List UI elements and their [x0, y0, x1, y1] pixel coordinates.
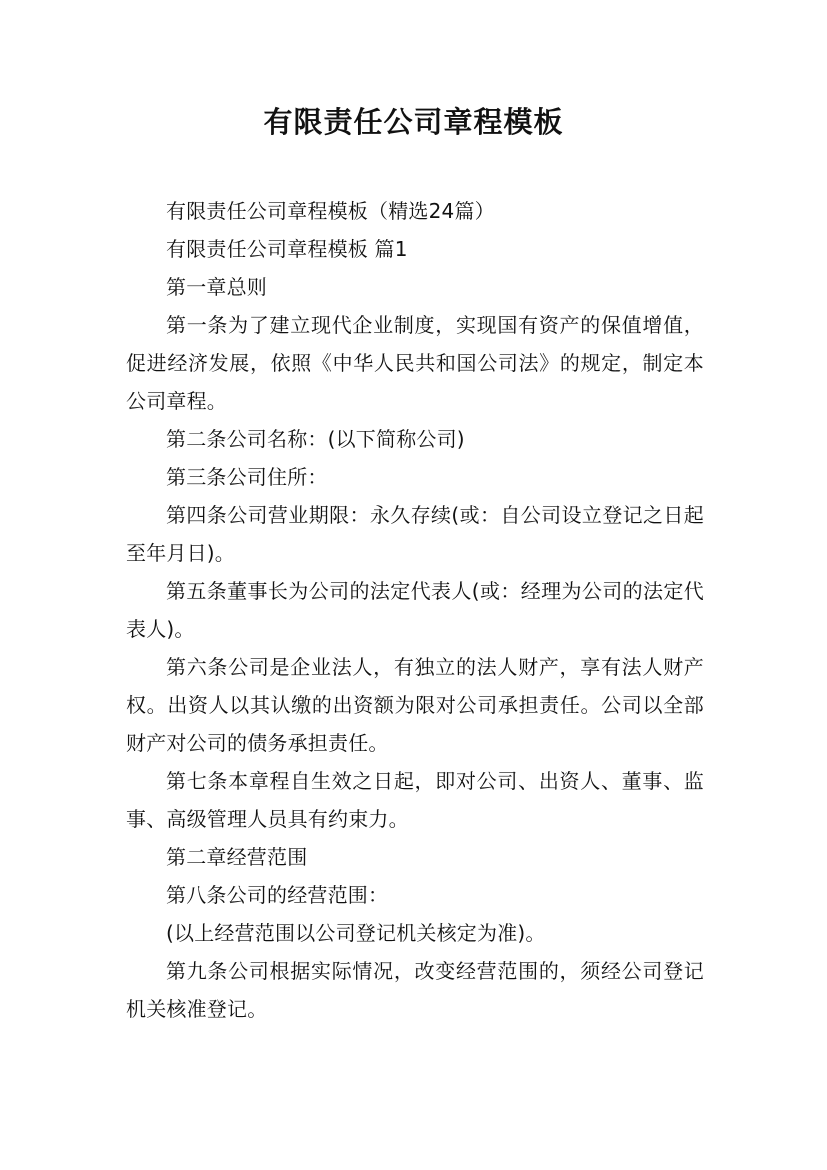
article-7: 第七条本章程自生效之日起，即对公司、出资人、董事、监事、高级管理人员具有约束力。 [126, 769, 704, 831]
article-3: 第三条公司住所： [166, 465, 328, 489]
article-9: 第九条公司根据实际情况，改变经营范围的，须经公司登记机关核准登记。 [126, 959, 704, 1021]
paragraph-intro: 有限责任公司章程模板（精选24篇） [166, 199, 495, 223]
document-body [126, 192, 704, 1028]
article-5: 第五条董事长为公司的法定代表人(或：经理为公司的法定代表人)。 [126, 579, 704, 641]
chapter-2-heading: 第二章经营范围 [166, 845, 308, 869]
article-4: 第四条公司营业期限：永久存续(或：自公司设立登记之日起至年月日)。 [126, 503, 704, 565]
paragraph-template-heading: 有限责任公司章程模板 篇1 [166, 237, 408, 261]
article-8-note: (以上经营范围以公司登记机关核定为准)。 [166, 921, 546, 945]
article-8: 第八条公司的经营范围： [166, 883, 389, 907]
article-1: 第一条为了建立现代企业制度，实现国有资产的保值增值，促进经济发展，依照《中华人民共和国公司法》的规定，制定本公司章程。 [126, 313, 704, 413]
article-2: 第二条公司名称：(以下简称公司) [166, 427, 465, 451]
chapter-1-heading: 第一章总则 [166, 275, 267, 299]
article-6: 第六条公司是企业法人，有独立的法人财产，享有法人财产权。出资人以其认缴的出资额为限对公司承担责任。公司以全部财产对公司的债务承担责任。 [126, 655, 704, 755]
document-title: 有限责任公司章程模板 [263, 105, 564, 139]
